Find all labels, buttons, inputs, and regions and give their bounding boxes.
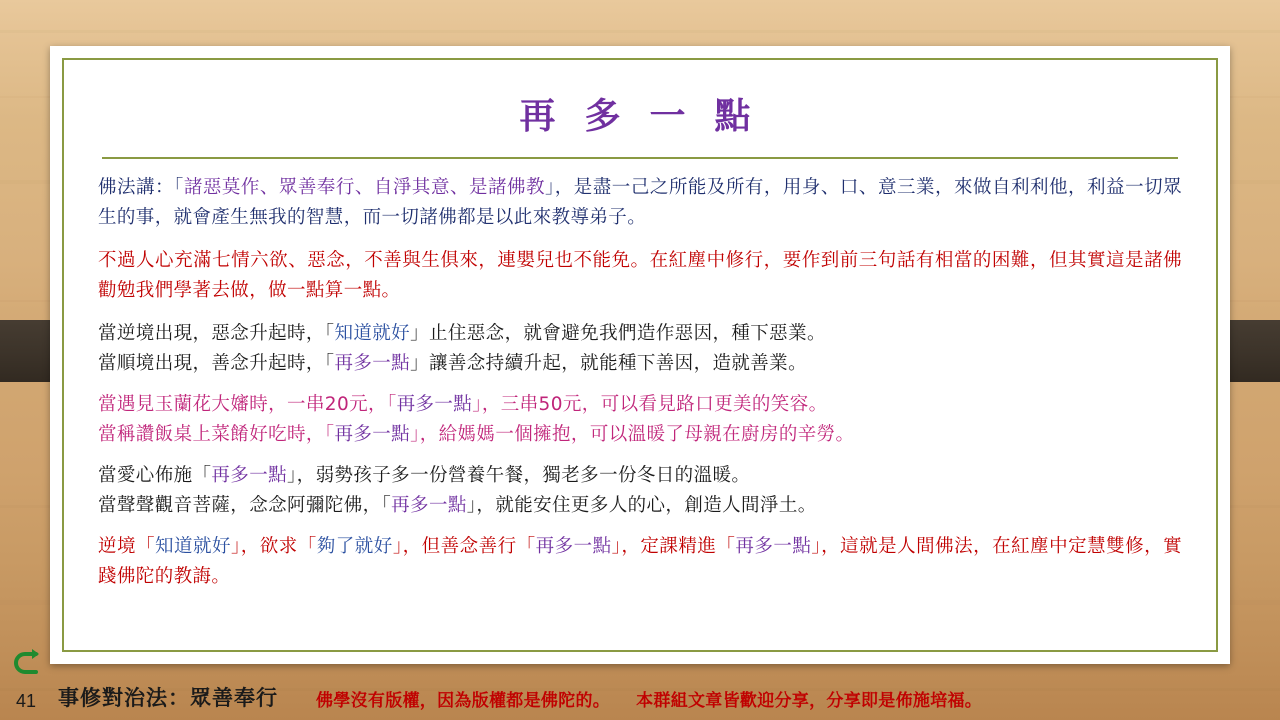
run-highlight: 知道就好 — [155, 536, 232, 557]
run-text: 」，這就是人間佛法，在紅塵中定慧雙修，實踐佛陀的教誨。 — [98, 536, 1183, 587]
run-highlight: 再多一點 — [334, 353, 411, 374]
loop-arrow-icon[interactable] — [12, 648, 46, 678]
run-text: 」止住惡念，就會避免我們造作惡因，種下惡業。 — [410, 323, 826, 344]
run-text: 當遇見玉蘭花大嬸時，一串20元，「 — [98, 394, 397, 415]
run-highlight: 再多一點 — [334, 424, 411, 445]
paragraph-5-line-1 — [98, 461, 1182, 491]
run-highlight: 再多一點 — [735, 536, 812, 557]
run-text: 」，欲求「 — [231, 536, 317, 557]
run-text: 」讓善念持續升起，就能種下善因，造就善業。 — [410, 353, 807, 374]
run-highlight: 再多一點 — [211, 465, 288, 486]
card-border — [62, 58, 1218, 652]
paragraph-5-line-2 — [98, 491, 1182, 521]
paragraph-3-line-1 — [98, 319, 1182, 349]
run-text: 」，給媽媽一個擁抱，可以溫暖了母親在廚房的辛勞。 — [410, 424, 855, 445]
run-text: 」，三串50元，可以看見路口更美的笑容。 — [472, 394, 828, 415]
footer-note-copyright: 佛學沒有版權，因為版權都是佛陀的。 — [316, 691, 611, 711]
run-text: 」，是盡一己之所能及所有，用身、口、意三業，來做自利利他，利益一切眾生的事，就會產生無我的智慧，而一切諸佛都是以此來教導弟子。 — [98, 177, 1182, 228]
run-text: 」，但善念善行「 — [392, 536, 536, 557]
run-highlight: 知道就好 — [334, 323, 411, 344]
run-highlight: 再多一點 — [396, 394, 473, 415]
run-text: 當順境出現，善念升起時，「 — [98, 353, 335, 374]
run-text: 不過人心充滿七情六欲、惡念，不善與生俱來，連嬰兒也不能免。在紅塵中修行，要作到前三句話有相當的困難，但其實這是諸佛勸勉我們學著去做，做一點算一點。 — [98, 250, 1182, 301]
footer-subject: 事修對治法：眾善奉行 — [58, 686, 278, 710]
run-text: 佛法講：「 — [98, 177, 184, 198]
run-text: 逆境「 — [98, 536, 156, 557]
paragraph-4-line-1 — [98, 390, 1182, 420]
slide-body — [64, 159, 1216, 592]
run-text: 當逆境出現，惡念升起時，「 — [98, 323, 335, 344]
paragraph-4 — [98, 390, 1182, 450]
page-title: 再 多 一 點 — [519, 96, 761, 136]
run-text: 」，弱勢孩子多一份營養午餐，獨老多一份冬日的溫暖。 — [287, 465, 751, 486]
paragraph-4-line-2 — [98, 420, 1182, 450]
run-highlight: 再多一點 — [535, 536, 612, 557]
paragraph-2 — [98, 246, 1182, 306]
footer-note — [316, 686, 982, 711]
run-text: 當聲聲觀音菩薩，念念阿彌陀佛，「 — [98, 495, 392, 516]
paragraph-3 — [98, 319, 1182, 379]
paragraph-3-line-2 — [98, 349, 1182, 379]
footer-note-share: 本群組文章皆歡迎分享，分享即是佈施培福。 — [636, 691, 983, 711]
run-text: 」，定課精進「 — [611, 536, 736, 557]
page-number: 41 — [16, 691, 37, 711]
paragraph-6 — [98, 532, 1182, 592]
run-highlight: 再多一點 — [391, 495, 467, 516]
run-text: 」，就能安住更多人的心，創造人間淨土。 — [466, 495, 817, 516]
run-text: 當稱讚飯桌上菜餚好吃時，「 — [98, 424, 335, 445]
run-highlight: 諸惡莫作、眾善奉行、自淨其意、是諸佛教 — [183, 177, 546, 198]
paragraph-1 — [98, 173, 1182, 233]
wood-grain — [0, 30, 1280, 33]
run-text: 當愛心佈施「 — [98, 465, 212, 486]
run-highlight: 夠了就好 — [316, 536, 393, 557]
slide-card — [50, 46, 1230, 664]
paragraph-5 — [98, 461, 1182, 521]
